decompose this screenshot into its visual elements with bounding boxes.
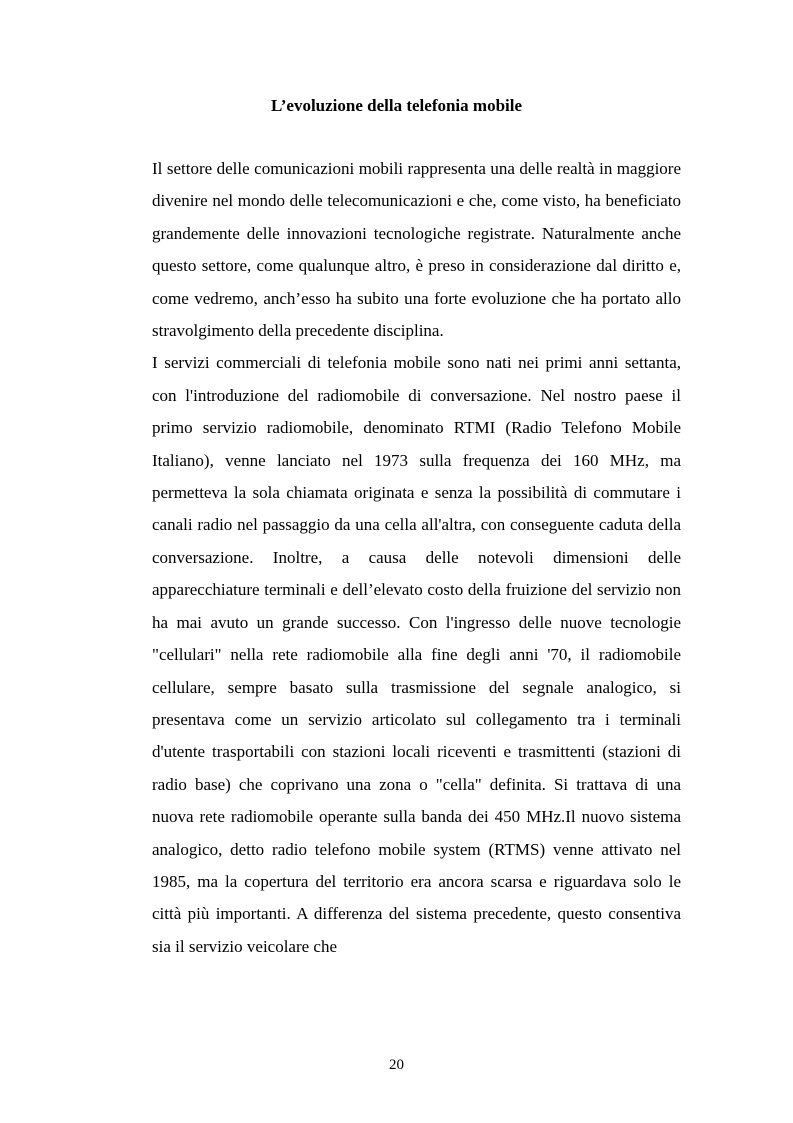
paragraph-intro: Il settore delle comunicazioni mobili rappresenta una delle realtà in maggiore divenire nel mondo delle telecomunicazioni e che, come visto, ha beneficiato grandemente delle innovazioni tecnologiche registrate. Naturalmente anche questo settore, come qualunque altro, è preso in considerazione dal diritto e, come vedremo, anch’esso ha subito una forte evoluzione che ha portato allo stravolgimento della precedente disciplina. (152, 159, 681, 341)
paragraph-history: I servizi commerciali di telefonia mobile sono nati nei primi anni settanta, con l'introduzione del radiomobile di conversazione. Nel nostro paese il primo servizio radiomobile, denominato RTMI (Radio Telefono Mobile Italiano), venne lanciato nel 1973 sulla frequenza dei 160 MHz, ma permetteva la sola chiamata originata e senza la possibilità di commutare i canali radio nel passaggio da una cella all'altra, con conseguente caduta della conversazione. Inoltre, a causa delle notevoli dimensioni delle apparecchiature terminali e dell’elevato costo della fruizione del servizio non ha mai avuto un grande successo. Con l'ingresso delle nuove tecnologie "cellulari" nella rete radiomobile alla fine degli anni '70, il radiomobile cellulare, sempre basato sulla trasmissione del segnale analogico, si presentava come un servizio articolato sul collegamento tra i terminali d'utente trasportabili con stazioni locali riceventi e trasmittenti (stazioni di radio base) che coprivano una zona o "cella" definita. Si trattava di una nuova rete radiomobile operante sulla banda dei 450 MHz.Il nuovo sistema analogico, detto radio telefono mobile system (RTMS) venne attivato nel 1985, ma la copertura del territorio era ancora scarsa e riguardava solo le città più importanti. A differenza del sistema precedente, questo consentiva sia il servizio veicolare che (152, 353, 681, 956)
page-title: L’evoluzione della telefonia mobile (270, 96, 523, 115)
page-number: 20 (389, 1057, 404, 1073)
body-text (152, 153, 681, 963)
